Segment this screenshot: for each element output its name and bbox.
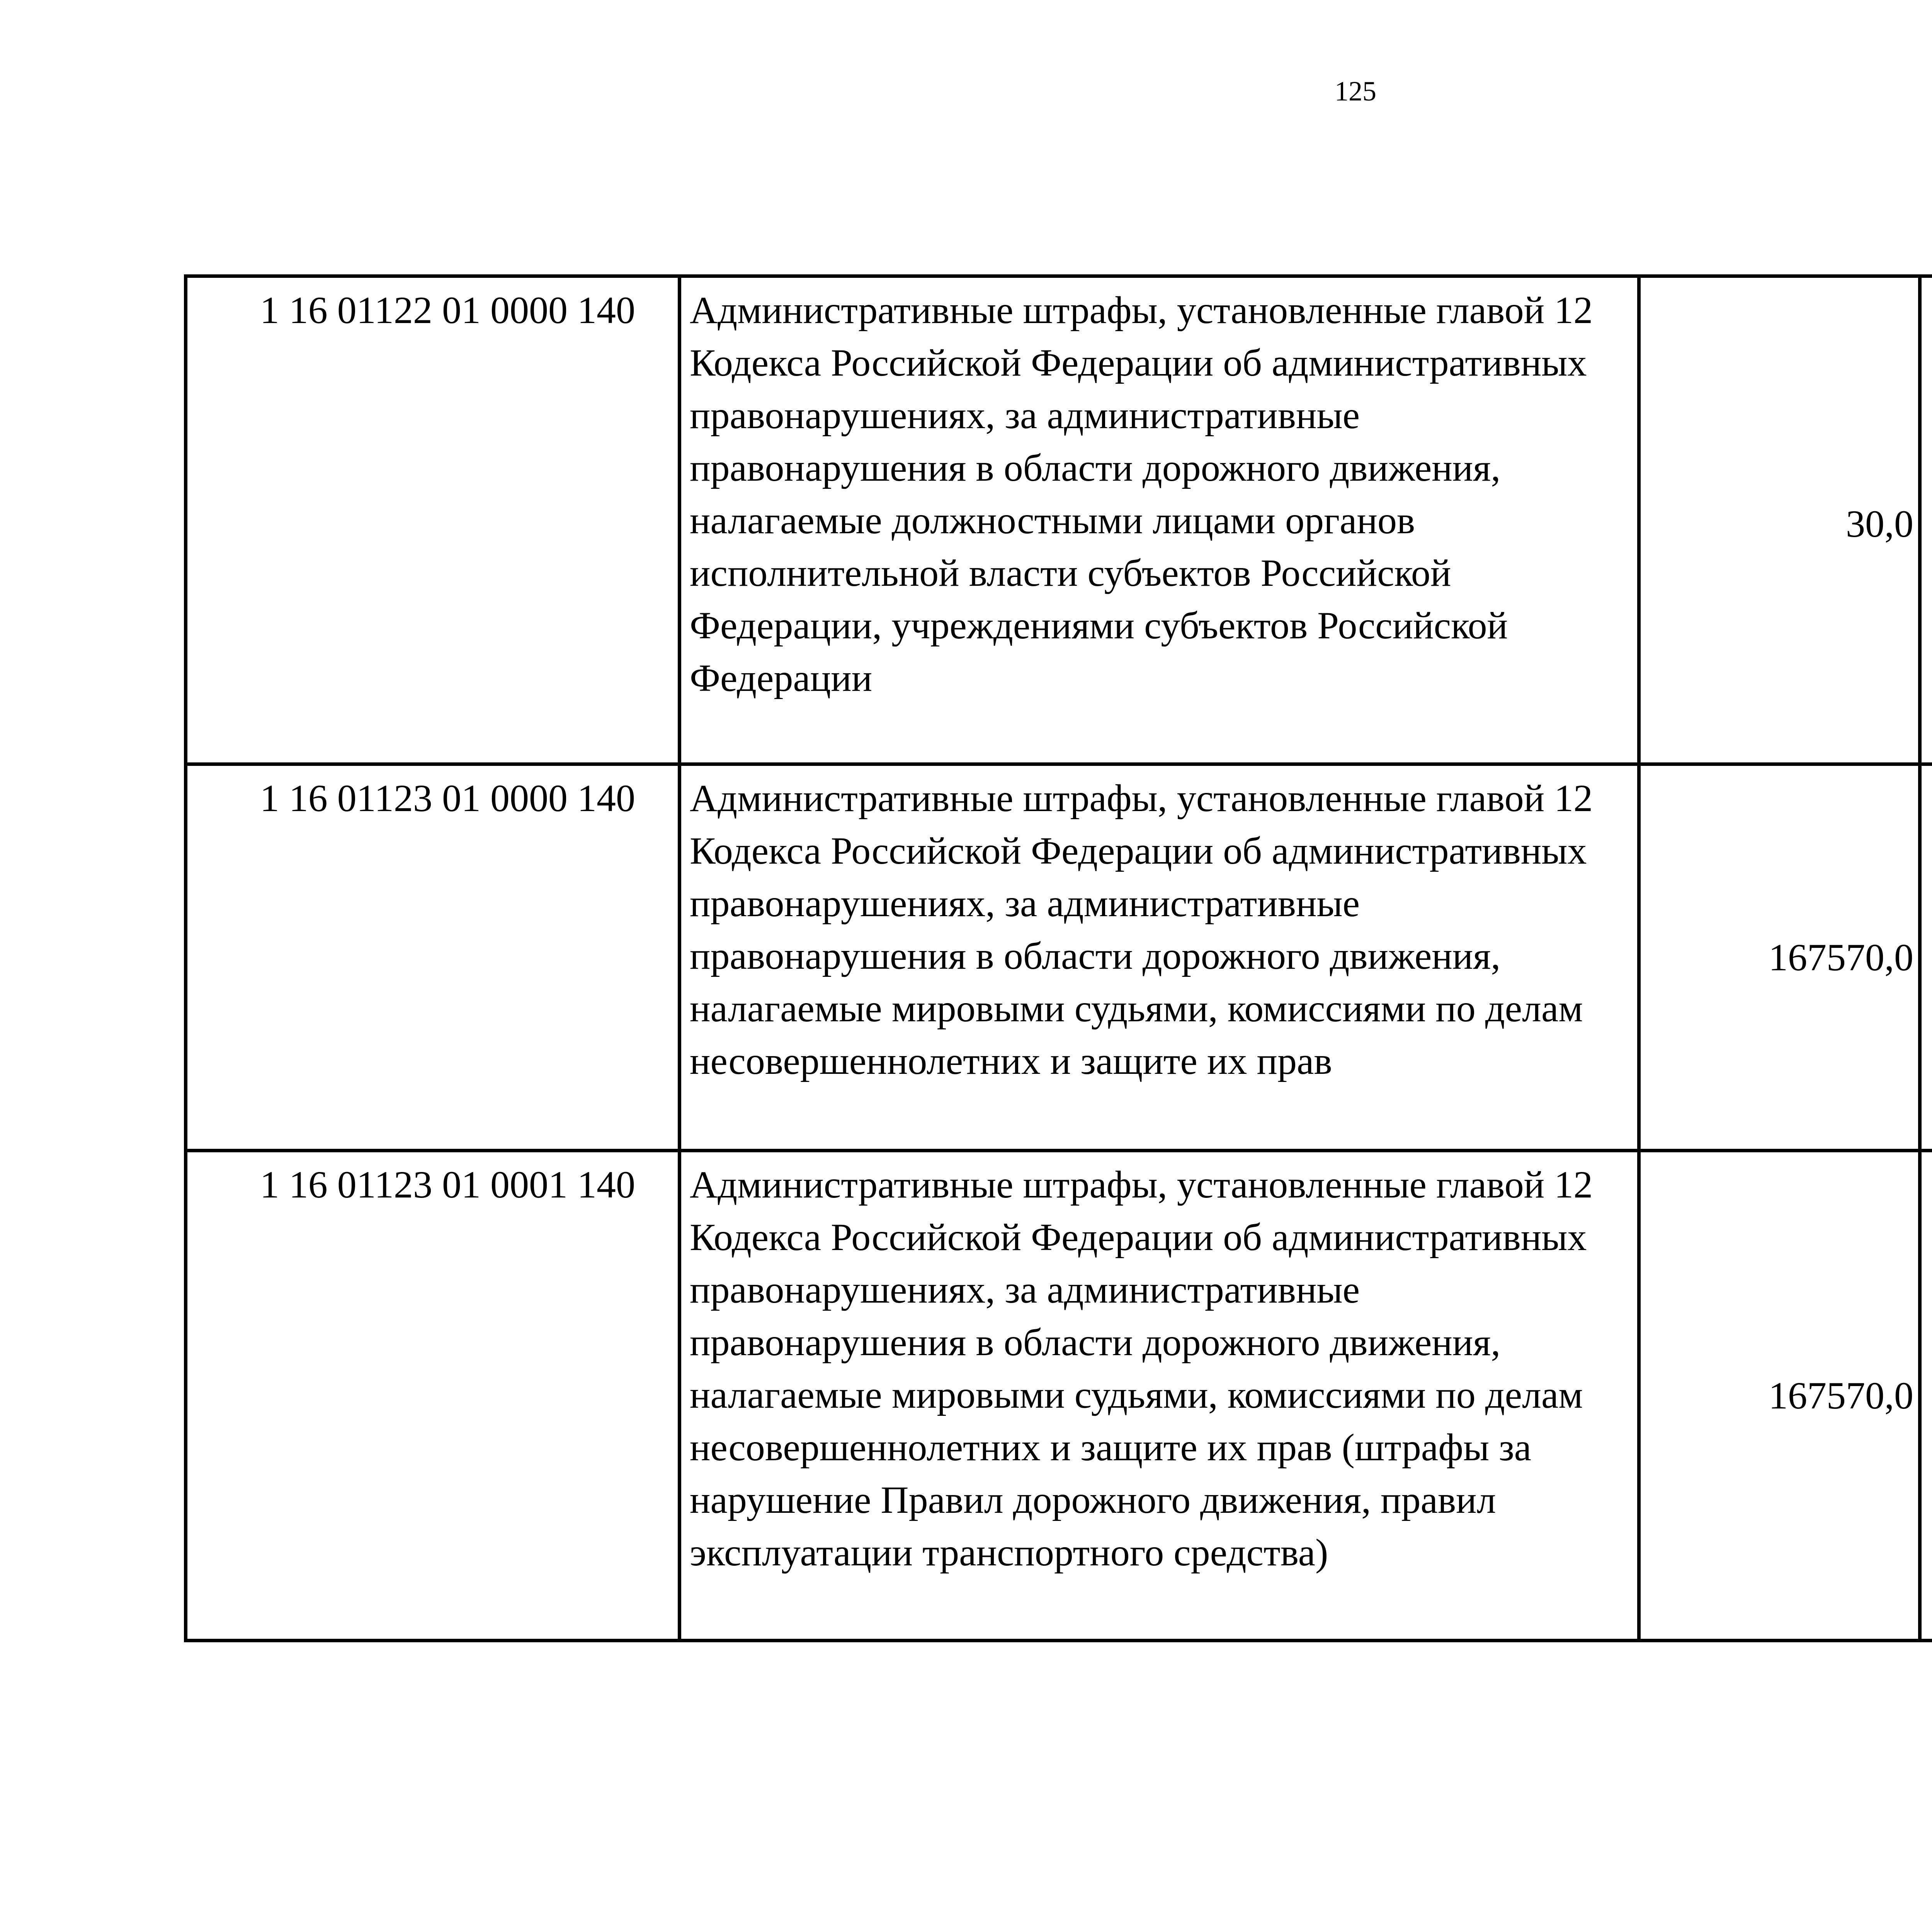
budget-code-cell: 1 16 01122 01 0000 140 [186, 276, 680, 764]
description-cell: Административные штрафы, установленные главой 12 Кодекса Российской Федерации об административных правонарушениях, за административные правонарушения в области дорожного движения, налагаемые мировыми судьями, комиссиями по делам несовершеннолетних и защите их прав [680, 764, 1639, 1151]
table-row [186, 1151, 1932, 1641]
amount-year-1-cell: 167570,0 [1639, 764, 1920, 1151]
description-cell: Административные штрафы, установленные главой 12 Кодекса Российской Федерации об административных правонарушениях, за административные правонарушения в области дорожного движения, налагаемые должностными лицами органов исполнительной власти субъектов Российской Федерации, учреждениями субъектов Российской Федерации [680, 276, 1639, 764]
amount-year-2-cell [1920, 764, 1932, 1151]
amount-year-1-cell: 30,0 [1639, 276, 1920, 764]
table-row [186, 764, 1932, 1151]
amount-year-2-cell [1920, 1151, 1932, 1641]
table-row [186, 276, 1932, 764]
amount-year-2-cell [1920, 276, 1932, 764]
amount-year-1-cell: 167570,0 [1639, 1151, 1920, 1641]
description-cell: Административные штрафы, установленные главой 12 Кодекса Российской Федерации об административных правонарушениях, за административные правонарушения в области дорожного движения, налагаемые мировыми судьями, комиссиями по делам несовершеннолетних и защите их прав (штрафы за нарушение Правил дорожного движения, правил эксплуатации транспортного средства) [680, 1151, 1639, 1641]
budget-code-cell: 1 16 01123 01 0001 140 [186, 1151, 680, 1641]
page-number: 125 [1335, 76, 1376, 107]
budget-code-cell: 1 16 01123 01 0000 140 [186, 764, 680, 1151]
budget-revenue-table [184, 274, 1932, 1642]
